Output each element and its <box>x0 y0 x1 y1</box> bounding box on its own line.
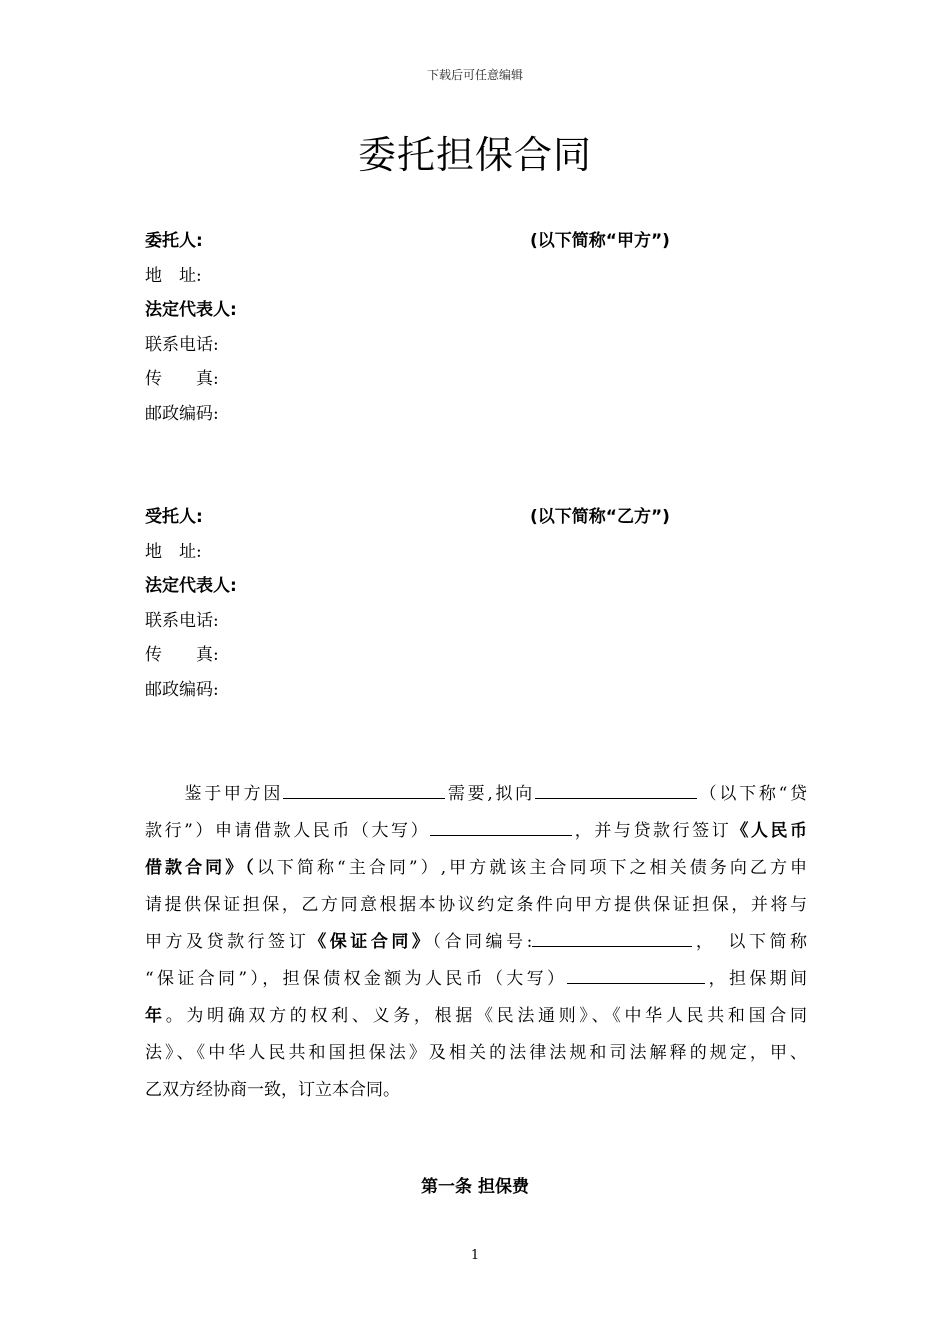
recital-text: ， 以下简称 <box>692 932 808 952</box>
recital-text: 。为明确双方的权利、义务，根据《民法通则》、《中华人民共和国合同 <box>165 1006 807 1026</box>
party-a-postcode-label: 邮政编码: <box>145 403 219 424</box>
recital-line <box>145 961 807 998</box>
recital-text: 乙双方经协商一致，订立本合同。 <box>145 1080 400 1100</box>
recital-text-bold: 借款合同》（ <box>145 858 257 878</box>
recital-line <box>145 1072 807 1109</box>
party-b-legal-rep-label: 法定代表人: <box>145 576 237 596</box>
recital-line <box>145 1035 807 1072</box>
recital-paragraph <box>145 776 807 1109</box>
recital-text: “保证合同”），担保债权金额为人民币（大写） <box>145 969 568 989</box>
party-a-alias: (以下简称“甲方”) <box>530 231 670 251</box>
recital-text: 以下简称“主合同”）,甲方就该主合同项下之相关债务向乙方申 <box>256 858 807 878</box>
recital-line <box>145 850 807 887</box>
recital-text: （以下称“贷 <box>696 784 807 804</box>
recital-text-bold: 《人民币 <box>731 821 808 841</box>
party-b-label: 受托人: <box>145 507 203 527</box>
recital-text: 请提供保证担保，乙方同意根据本协议约定条件向甲方提供保证担保，并将与 <box>145 895 807 915</box>
party-b-fax-label: 传 真: <box>145 645 219 665</box>
recital-line <box>145 998 807 1035</box>
blank-contract-number <box>532 928 692 947</box>
party-a-address-label: 地 址: <box>145 265 202 286</box>
recital-text: 需要,拟向 <box>445 784 535 804</box>
recital-text: ，担保期间 <box>705 969 807 989</box>
recital-line <box>145 776 807 813</box>
blank-purpose <box>283 780 445 799</box>
recital-text: 款行”）申请借款人民币（大写） <box>145 821 431 841</box>
recital-text: （合同编号: <box>432 932 533 952</box>
header-note: 下载后可任意编辑 <box>426 68 523 82</box>
recital-text: 法》、《中华人民共和国担保法》及相关的法律法规和司法解释的规定，甲、 <box>145 1043 807 1063</box>
recital-text-bold: 《保证合同》 <box>309 932 433 952</box>
blank-guarantee-amount <box>567 965 705 984</box>
blank-loan-amount <box>430 817 572 836</box>
recital-line <box>145 813 807 850</box>
recital-text: 甲方及贷款行签订 <box>145 932 310 952</box>
recital-line <box>145 924 807 961</box>
section-1-title: 第一条 担保费 <box>421 1177 529 1197</box>
party-a-label: 委托人: <box>145 231 203 251</box>
party-b-phone-label: 联系电话: <box>145 610 219 631</box>
party-a-legal-rep-label: 法定代表人: <box>145 300 237 320</box>
party-b-alias: (以下简称“乙方”) <box>530 507 670 527</box>
party-b-address-label: 地 址: <box>145 541 202 562</box>
blank-lender <box>535 780 697 799</box>
party-b-postcode-label: 邮政编码: <box>145 679 219 700</box>
recital-text: ，并与贷款行签订 <box>572 821 732 841</box>
party-a-phone-label: 联系电话: <box>145 334 219 355</box>
party-a-fax-label: 传 真: <box>145 369 219 389</box>
party-b-block <box>145 500 805 707</box>
recital-text: 鉴于甲方因 <box>145 784 284 804</box>
page-number: 1 <box>470 1248 480 1263</box>
party-a-block <box>145 224 805 431</box>
document-title: 委托担保合同 <box>357 133 592 177</box>
recital-text-bold: 年 <box>145 1006 166 1026</box>
recital-line <box>145 887 807 924</box>
